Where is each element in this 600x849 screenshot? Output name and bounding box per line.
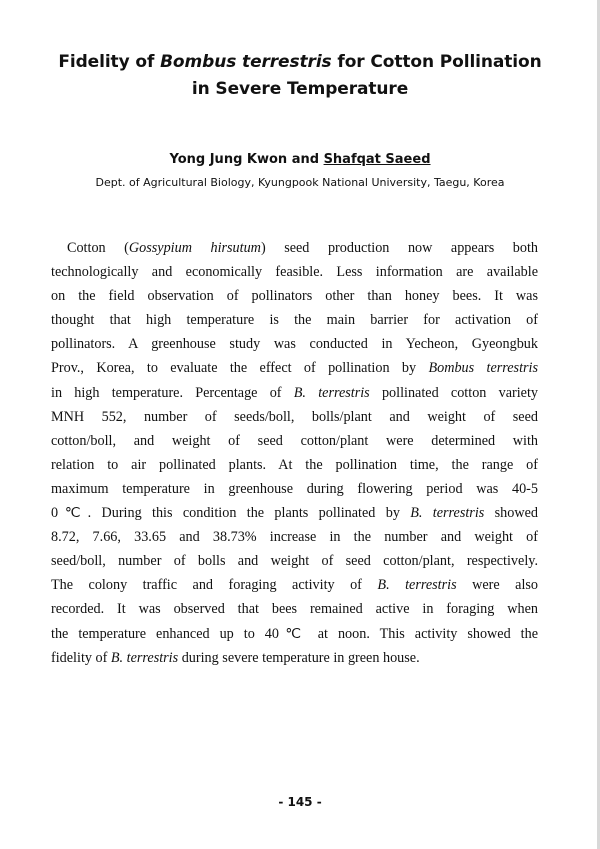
- author-affiliation: Dept. of Agricultural Biology, Kyungpook National University, Taegu, Korea: [95, 176, 505, 189]
- abstract-line: technologically and economically feasible. Less information are available: [51, 264, 538, 281]
- abstract-line: [51, 236, 538, 260]
- title-text: for Cotton Pollination: [331, 52, 542, 72]
- text-run: fidelity of: [51, 649, 111, 666]
- text-run: ) seed production now appears both: [260, 240, 538, 256]
- abstract-line: maximum temperature in greenhouse during flowering period was 40-5: [51, 480, 538, 497]
- species-name: B. terrestris: [293, 384, 370, 401]
- text-run: pollinated cotton variety: [369, 384, 538, 401]
- abstract-line: 8.72, 7.66, 33.65 and 38.73% increase in the number and weight of: [51, 529, 538, 546]
- author-connector: and: [287, 152, 324, 167]
- text-run: The colony traffic and foraging activity of: [51, 577, 378, 594]
- abstract-body: [51, 236, 538, 670]
- text-run: Cotton (: [67, 240, 129, 256]
- abstract-line: MNH 552, number of seeds/boll, bolls/plant and weight of seed: [51, 408, 538, 425]
- abstract-line: the temperature enhanced up to 40℃ at noon. This activity showed the: [51, 625, 538, 642]
- text-run: 0℃. During this condition the plants pollinated by: [51, 505, 411, 522]
- page-number: - 145 -: [278, 795, 322, 809]
- species-name: Gossypium hirsutum: [128, 240, 261, 256]
- title-line-2: in Severe Temperature: [191, 79, 409, 99]
- abstract-line: [51, 646, 538, 670]
- title-species: Bombus terrestris: [160, 52, 332, 72]
- abstract-line: [51, 356, 538, 380]
- abstract-line: recorded. It was observed that bees remained active in foraging when: [51, 601, 538, 618]
- abstract-line: seed/boll, number of bolls and weight of seed cotton/plant, respectively.: [51, 553, 538, 570]
- text-run: during severe temperature in green house.: [178, 649, 420, 666]
- text-run: Prov., Korea, to evaluate the effect of pollination by: [51, 360, 429, 377]
- paper-title: [40, 49, 560, 103]
- author-list: [40, 151, 560, 169]
- species-name: B. terrestris: [377, 577, 457, 594]
- abstract-line: [51, 381, 538, 405]
- abstract-line: cotton/boll, and weight of seed cotton/plant were determined with: [51, 432, 538, 449]
- species-name: B. terrestris: [110, 649, 179, 666]
- abstract-line: relation to air pollinated plants. At the pollination time, the range of: [51, 456, 538, 473]
- abstract-line: [51, 501, 538, 525]
- abstract-line: on the field observation of pollinators other than honey bees. It was: [51, 288, 538, 305]
- abstract-line: thought that high temperature is the main barrier for activation of: [51, 312, 538, 329]
- title-line-1: [40, 49, 560, 76]
- species-name: Bombus terrestris: [428, 360, 538, 377]
- abstract-line: pollinators. A greenhouse study was conducted in Yecheon, Gyeongbuk: [51, 336, 538, 353]
- presenting-author-name: Shafqat Saeed: [323, 152, 431, 167]
- text-run: showed: [484, 505, 538, 522]
- text-run: were also: [456, 577, 539, 594]
- title-text: Fidelity of: [58, 52, 161, 72]
- abstract-line: [51, 573, 538, 597]
- author-name: Yong Jung Kwon: [169, 152, 288, 167]
- text-run: in high temperature. Percentage of: [51, 384, 294, 401]
- species-name: B. terrestris: [410, 505, 485, 522]
